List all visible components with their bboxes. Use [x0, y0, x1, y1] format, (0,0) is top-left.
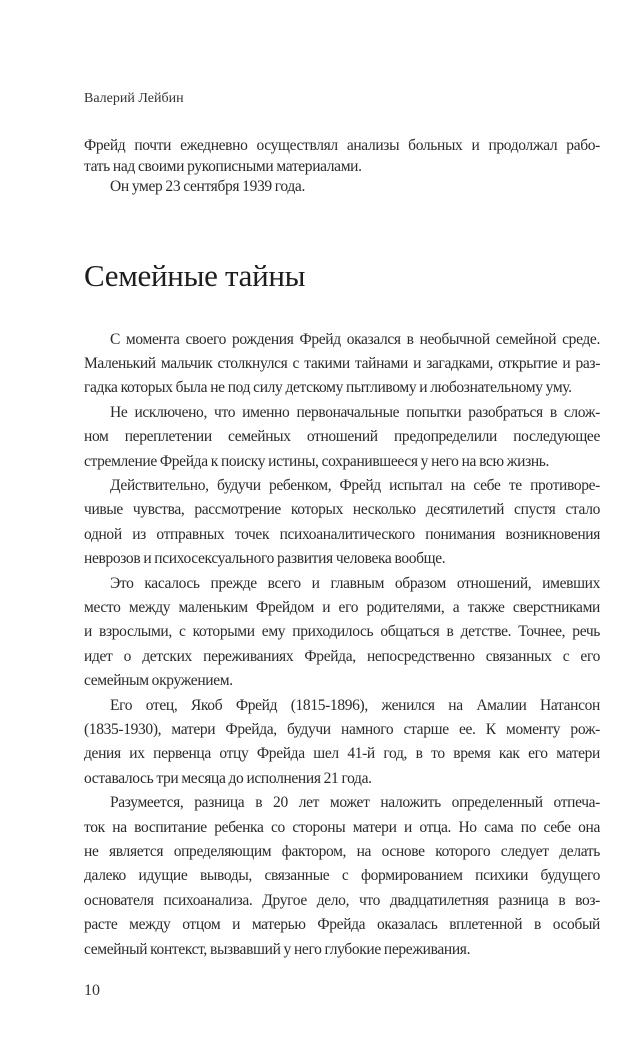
- paragraph: [84, 136, 600, 177]
- text-line: (1835-1930), матери Фрейда, будучи намного старше ее. К моменту рож-: [84, 721, 600, 738]
- text-line: неврозов и психосексуального развития человека вообще.: [84, 550, 446, 568]
- text-line: гадка которых была не под силу детскому пытливому и любознательному уму.: [84, 379, 572, 397]
- text-line: семейным окружением.: [84, 672, 233, 690]
- paragraph: [84, 572, 600, 694]
- text-line: оставалось три месяца до исполнения 21 года.: [84, 769, 372, 787]
- paragraph: [84, 401, 600, 474]
- text-line: Маленький мальчик столкнулся с такими тайнами и загадками, открытие и раз-: [84, 354, 600, 372]
- text-line: основателя психоанализа. Другое дело, что двадцатилетняя разница в воз-: [84, 891, 600, 909]
- text-line: ток на воспитание ребенка со стороны матери и отца. Но сама по себе она: [84, 818, 600, 836]
- page-number: 10: [84, 982, 100, 1000]
- text-line: С момента своего рождения Фрейд оказался в необычной семейной среде.: [110, 330, 600, 348]
- text-line: место между маленьким Фрейдом и его родителями, а также сверстниками: [84, 598, 600, 616]
- paragraph: [84, 474, 600, 572]
- text-line: чивые чувства, рассмотрение которых несколько десятилетий спустя стало: [84, 501, 600, 519]
- text-line: идет о детских переживаниях Фрейда, непосредственно связанных с его: [84, 647, 600, 665]
- paragraph: [84, 328, 600, 401]
- text-line: Его отец, Якоб Фрейд (1815-1896), женился на Амалии Натансон: [110, 696, 600, 714]
- text-line: ном переплетении семейных отношений предопределили последующее: [84, 428, 600, 446]
- text-line: семейный контекст, вызвавший у него глубокие переживания.: [84, 940, 471, 958]
- section-body: [84, 328, 600, 963]
- text-line: Не исключено, что именно первоначальные попытки разобраться в слож-: [110, 403, 600, 421]
- section-heading: Семейные тайны: [84, 257, 306, 293]
- text-line: и взрослыми, с которыми ему приходилось общаться в детстве. Точнее, речь: [84, 623, 600, 641]
- text-line: Он умер 23 сентября 1939 года.: [110, 178, 305, 195]
- text-line: Разумеется, разница в 20 лет может наложить определенный отпеча-: [110, 794, 600, 812]
- text-line: стремление Фрейда к поиску истины, сохранившееся у него на всю жизнь.: [84, 452, 550, 470]
- text-line: расте между отцом и матерью Фрейда оказалась вплетенной в особый: [84, 916, 600, 934]
- paragraph: [84, 791, 600, 962]
- text-line: не является определяющим фактором, на основе которого следует делать: [84, 843, 600, 861]
- text-line: Действительно, будучи ребенком, Фрейд испытал на себе те противоре-: [110, 476, 600, 494]
- text-line: далеко идущие выводы, связанные с формированием психики будущего: [84, 867, 600, 885]
- text-line: Это касалось прежде всего и главным образом отношений, имевших: [110, 574, 600, 592]
- text-line: тать над своими рукописными материалами.: [84, 157, 362, 175]
- paragraph: [84, 177, 600, 198]
- text-line: Фрейд почти ежедневно осуществлял анализы больных и продолжал рабо-: [84, 137, 600, 154]
- intro-text: [84, 136, 600, 198]
- paragraph: [84, 694, 600, 792]
- text-line: одной из отправных точек психоаналитического понимания возникновения: [84, 525, 600, 543]
- running-head-author: Валерий Лейбин: [84, 91, 184, 106]
- text-line: дения их первенца отцу Фрейда шел 41-й год, в то время как его матери: [84, 745, 600, 763]
